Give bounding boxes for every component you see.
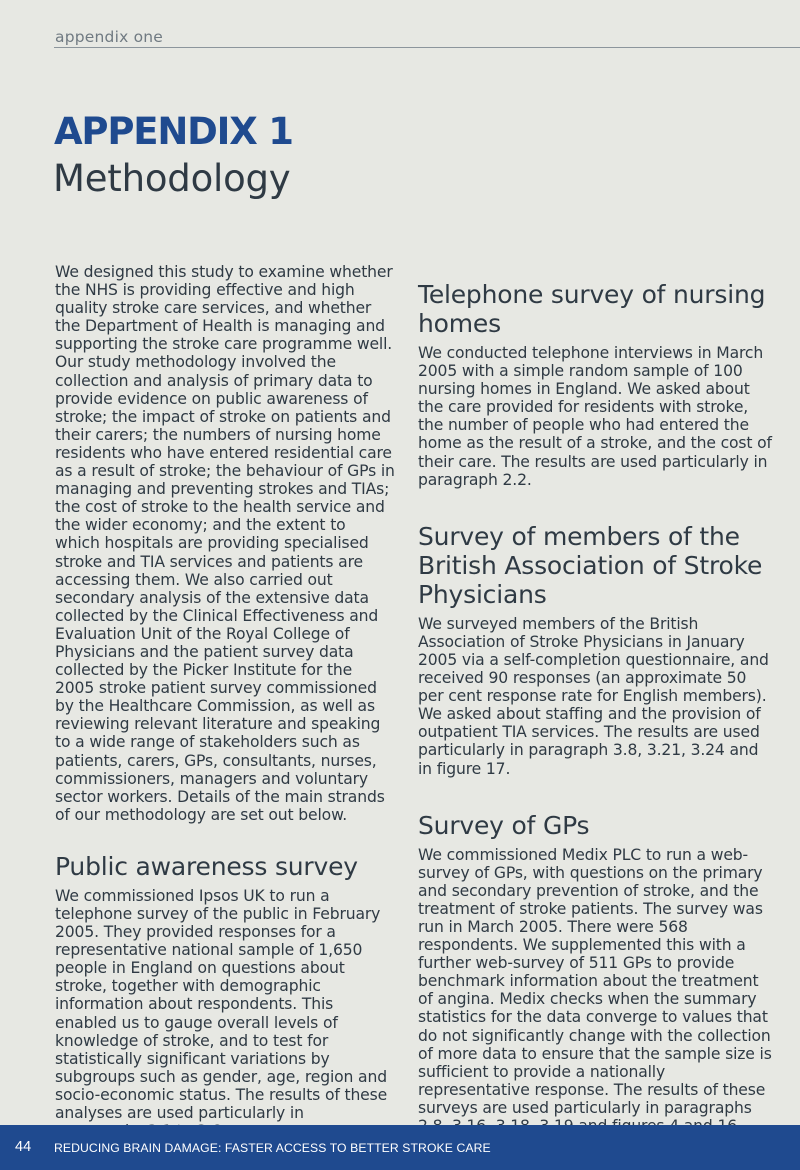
left-column (55, 263, 395, 1140)
bastp-section (418, 522, 773, 778)
gp-survey-heading: Survey of GPs (418, 810, 590, 840)
footer-report-title: REDUCING BRAIN DAMAGE: FASTER ACCESS TO BETTER STROKE CARE (54, 1141, 491, 1155)
nursing-homes-section (418, 280, 773, 489)
nursing-homes-body: We conducted telephone interviews in March 2005 with a simple random sample of 100 nursing homes in England. We asked about the care provided for residents with stroke, the number of people who had entered the home as the result of a stroke, and the cost of their care. The results are used particularly in paragraph 2.2. (418, 344, 772, 489)
appendix-title: APPENDIX 1 (54, 110, 293, 153)
nursing-homes-heading: Telephone survey of nursing homes (418, 280, 766, 338)
footer-bar (0, 1125, 800, 1170)
appendix-subtitle: Methodology (53, 157, 291, 200)
right-column (418, 280, 773, 1135)
public-awareness-heading: Public awareness survey (55, 851, 358, 881)
page-number: 44 (15, 1139, 32, 1155)
gp-survey-body: We commissioned Medix PLC to run a web-survey of GPs, with questions on the primary and secondary prevention of stroke, and the treatment of stroke patients. The survey was run in March 2005. There were 568 respondents. We supplemented this with a further web-survey of 511 GPs to provide benchmark information about the treatment of angina. Medix checks when the summary statistics for the data converge to values that do not significantly change with the collection of more data to ensure that the sample size is sufficient to provide a nationally representative response. The results of these surveys are used particularly in paragraphs (418, 845, 772, 1117)
public-awareness-body: We commissioned Ipsos UK to run a telephone survey of the public in February 2005. They provided responses for a representative national sample of 1,650 people in England on questions about stroke, together with demographic information about respondents. This enabled us to gauge overall levels of knowledge of stroke, and to test for statistically significant variations by subgroups such as gender, age, region and socio-economic status. The results of these analyses are used particularly in (55, 886, 388, 1123)
bastp-body: We surveyed members of the British Association of Stroke Physicians in January 2005 via a self-completion questionnaire, and received 90 responses (an approximate 50 per cent response rate for English members). We asked about staffing and the provision of outpatient TIA services. The results are used particularly in paragraph 3.8, 3.21, 3.24 and in figure 17. (418, 614, 769, 778)
running-head: appendix one (55, 28, 164, 46)
header-rule (54, 47, 800, 48)
intro-paragraph: We designed this study to examine whether the NHS is providing effective and high quality stroke care services, and whether the Department of Health is managing and supporting the stroke care programme well. Our study methodology involved the collection and analysis of primary data to provide evidence on public awareness of stroke; the impact of stroke on patients and their carers; the numbers of nursing home residents who have entered residential care as a result of stroke; the behaviour of GPs in managing and preventing strokes and TIAs; the cost of stroke to the health service and the wider economy; and the extent to which hospitals are providing specialised stroke and TIA services and patients are accessing them. We also carried out secondary analysis of the extensive data collected by the Clinical Effectiveness and Evaluation Unit of the Royal College of Physicians and the patient survey data collected by the Picker Institute for the 2005 stroke patient survey commissioned by the Healthcare Commission, as well as reviewing relevant literature and speaking to a wide range of stakeholders such as patients, carers, GPs, consultants, nurses, commissioners, managers and voluntary sector workers. Details of the main strands of our methodology are set out below. (55, 263, 395, 824)
gp-survey-section (418, 811, 773, 1136)
bastp-heading: Survey of members of the British Association of Stroke Physicians (418, 521, 763, 609)
